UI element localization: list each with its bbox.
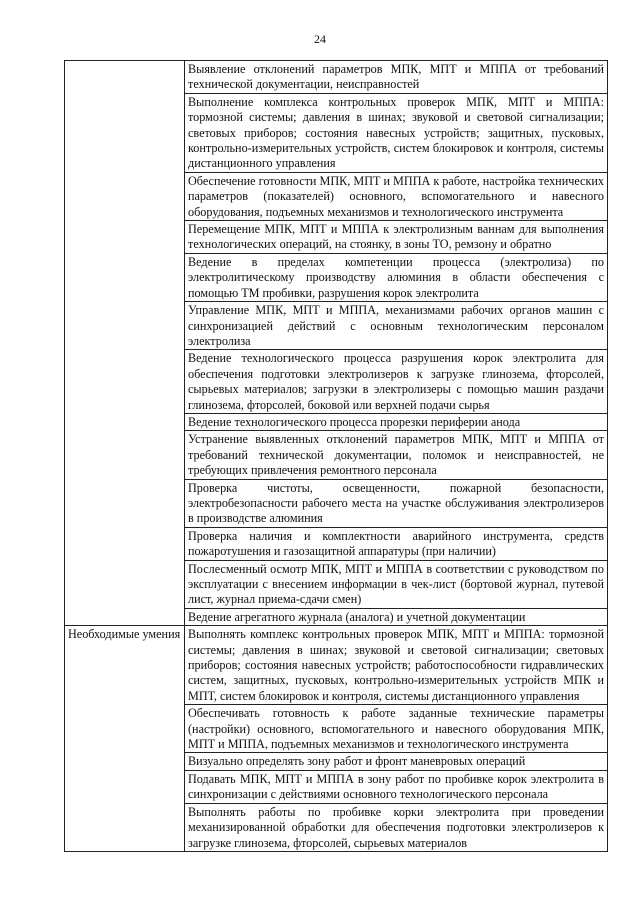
table-cell: Выявление отклонений параметров МПК, МПТ и МППА от требований технической документации, неисправностей <box>185 61 608 94</box>
table-cell: Ведение технологического процесса прорезки периферии анода <box>185 413 608 430</box>
table-cell: Перемещение МПК, МПТ и МППА к электролизным ваннам для выполнения технологических операций, на стоянку, в зоны ТО, ремзону и обратно <box>185 221 608 254</box>
table-cell: Проверка наличия и комплектности аварийного инструмента, средств пожаротушения и газозащитной аппаратуры (при наличии) <box>185 527 608 560</box>
table-cell: Ведение в пределах компетенции процесса (электролиза) по электролитическому производству алюминия в области обеспечения с помощью ТМ пробивки, разрушения корок электролита <box>185 253 608 301</box>
table-cell: Ведение агрегатного журнала (аналога) и учетной документации <box>185 608 608 625</box>
group-label-cell: Необходимые умения <box>65 626 185 852</box>
table-cell: Послесменный осмотр МПК, МПТ и МППА в соответствии с руководством по эксплуатации с внесением информации в чек-лист (бортовой журнал, путевой лист, журнал приема-сдачи смен) <box>185 560 608 608</box>
table-cell: Ведение технологического процесса разрушения корок электролита для обеспечения подготовки электролизеров к загрузке глинозема, фторсолей, сырьевых материалов; загрузки в электролизеры с помощью машин раздачи глинозема, фторсолей, боковой или верхней подачи сырья <box>185 350 608 414</box>
table-cell: Подавать МПК, МПТ и МППА в зону работ по пробивке корок электролита в синхронизации с действиями основного технологического персонала <box>185 770 608 803</box>
table-cell: Обеспечение готовности МПК, МПТ и МППА к работе, настройка технических параметров (показателей) основного, вспомогательного и навесного оборудования, подъемных механизмов и технологического инструмента <box>185 172 608 220</box>
table-cell: Выполнять работы по пробивке корки электролита при проведении механизированной обработки для обеспечения подготовки электролизеров к загрузке глинозема, фторсолей, сырьевых материалов <box>185 803 608 851</box>
table-cell: Устранение выявленных отклонений параметров МПК, МПТ и МППА от требований технической документации, поломок и неисправностей, не требующих привлечения ремонтного персонала <box>185 431 608 479</box>
page-number: 24 <box>314 32 326 46</box>
requirements-table <box>64 60 608 852</box>
table-cell: Выполнять комплекс контрольных проверок МПК, МПТ и МППА: тормозной системы; давления в шинах; звуковой и световой сигнализации; световых приборов; состояния навесных устройств; работоспособности гидравлических систем, защитных, пусковых, контрольно-измерительных устройств МПК и МПТ, систем блокировок и контроля, системы дистанционного управления <box>185 626 608 705</box>
table-cell: Проверка чистоты, освещенности, пожарной безопасности, электробезопасности рабочего места на участке обслуживания электролизеров в производстве алюминия <box>185 479 608 527</box>
table-cell: Визуально определять зону работ и фронт маневровых операций <box>185 753 608 770</box>
table-cell: Управление МПК, МПТ и МППА, механизмами рабочих органов машин с синхронизацией действий с основным технологическим персоналом электролиза <box>185 302 608 350</box>
table-row <box>65 61 608 94</box>
table-row <box>65 626 608 705</box>
table-cell: Обеспечивать готовность к работе заданные технические параметры (настройки) основного, вспомогательного и навесного оборудования МПК, МПТ и МППА, подъемных механизмов и технологического инструмента <box>185 705 608 753</box>
table-cell: Выполнение комплекса контрольных проверок МПК, МПТ и МППА: тормозной системы; давления в шинах; звуковой и световой сигнализации; световых приборов; состояния навесных устройств; защитных, пусковых, контрольно-измерительных устройств, систем блокировок и контроля, системы дистанционного управления <box>185 93 608 172</box>
group-label-cell <box>65 61 185 626</box>
